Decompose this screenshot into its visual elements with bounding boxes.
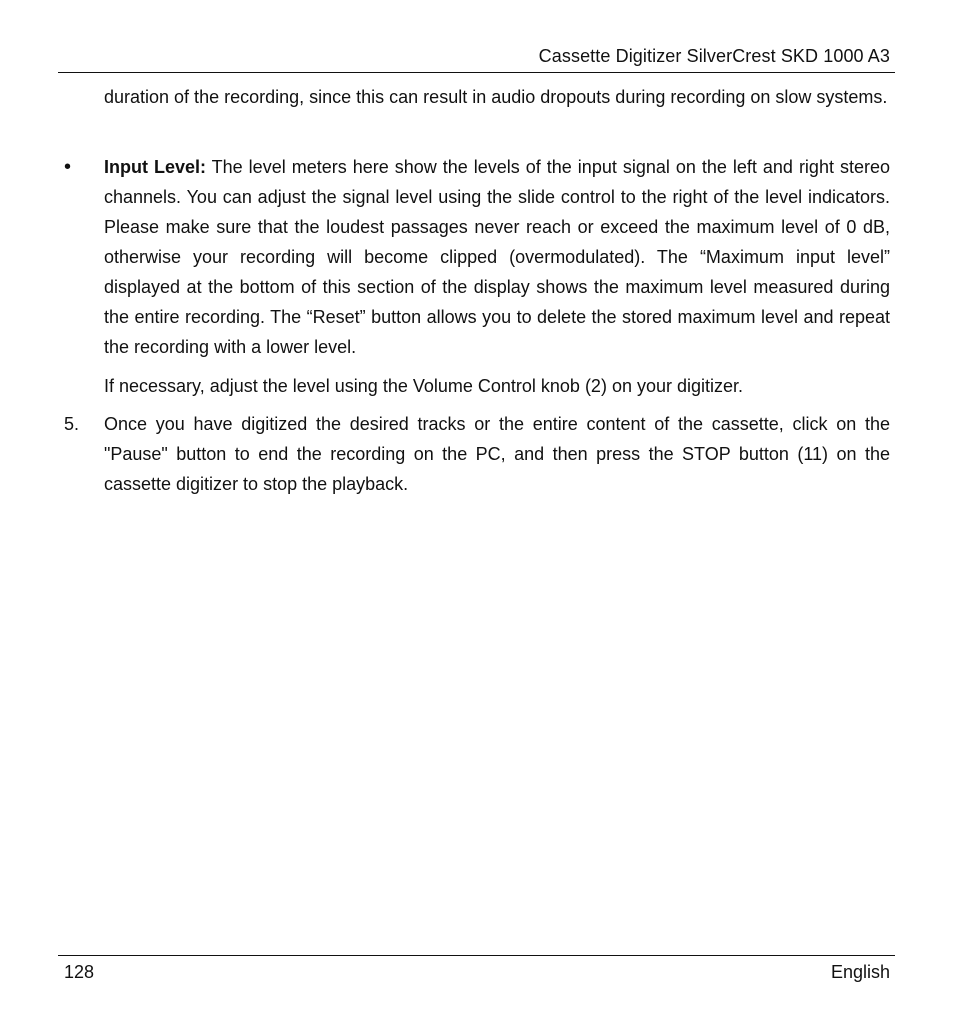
bullet-marker: • (64, 156, 72, 178)
header-rule (58, 72, 895, 73)
continuation-paragraph: duration of the recording, since this can result in audio dropouts during recording on slow systems. (104, 87, 888, 107)
input-level-label: Input Level: (104, 157, 206, 177)
page-number: 128 (64, 962, 95, 982)
level-note-paragraph: If necessary, adjust the level using the Volume Control knob (2) on your digitizer. (104, 376, 744, 396)
footer-rule (58, 955, 895, 956)
step-5-paragraph: Once you have digitized the desired tracks or the entire content of the cassette, click on the "Pause" button to end the recording on the PC, and then press the STOP button (11) on the cassette digitizer to stop the playback. (104, 414, 890, 494)
step-number: 5. (64, 414, 80, 434)
header-title: Cassette Digitizer SilverCrest SKD 1000 A3 (538, 46, 890, 66)
input-level-text: The level meters here show the levels of the input signal on the left and right stereo channels. You can adjust the signal level using the slide control to the right of the level indicators. Please make sure that the loudest passages never reach or exceed the maximum level of 0 dB, otherwise your recording will become clipped (overmodulated). The “Maximum input level” displayed at the bottom of this section of the display shows the maximum level measured during the entire recording. The “Reset” button allows you to delete the stored maximum level and repeat the recording with a lower level. (104, 157, 890, 357)
footer-language: English (830, 962, 890, 982)
input-level-paragraph (104, 152, 890, 362)
